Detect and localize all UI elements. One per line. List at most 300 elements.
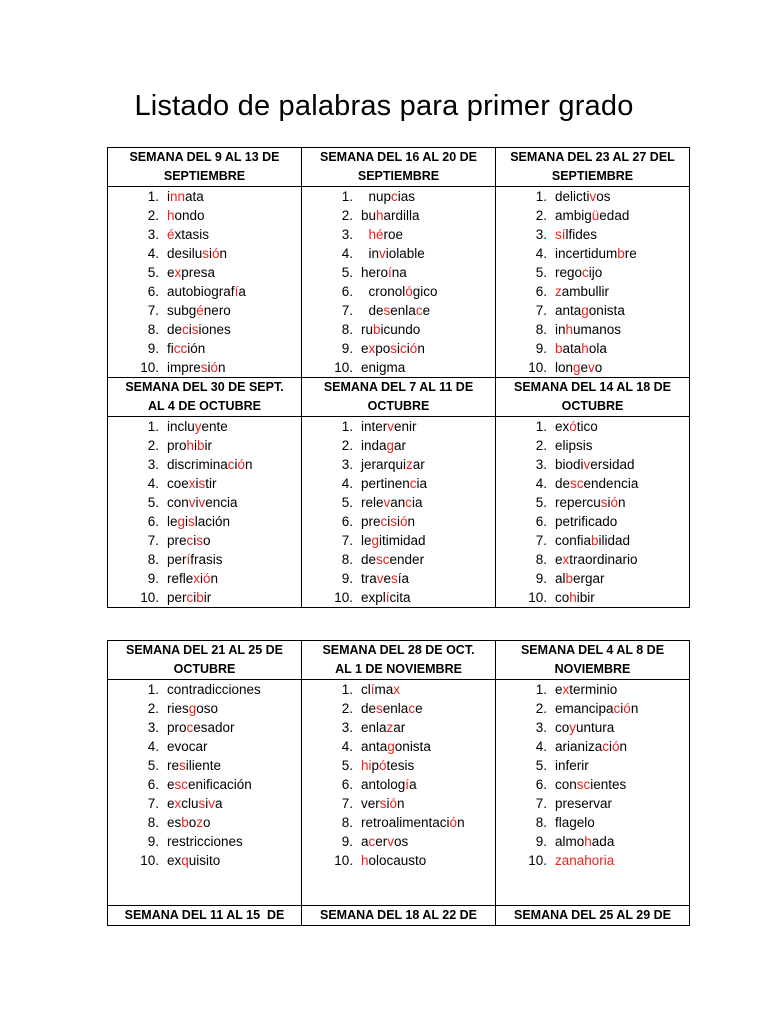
word-segment: ar [393, 720, 406, 735]
highlighted-letters: í [234, 284, 239, 299]
word [555, 265, 602, 280]
word-list [496, 187, 689, 377]
word-segment: ondo [174, 208, 205, 223]
word-list-item [108, 718, 301, 737]
word-segment: a [361, 834, 369, 849]
word-segment: ola [588, 341, 607, 356]
word-list-row [108, 187, 690, 378]
word-segment: n [219, 246, 228, 261]
word-number: 10. [140, 360, 159, 375]
highlighted-letters: s [376, 701, 383, 716]
word-number: 6. [341, 514, 353, 529]
word-segment: pertinen [361, 476, 410, 491]
word-list-cell [108, 680, 302, 906]
highlighted-letters: b [565, 571, 574, 586]
word-list-item [302, 455, 495, 474]
word-segment: antolog [361, 777, 406, 792]
highlighted-letters: ó [389, 796, 398, 811]
word-segment: iones [198, 322, 231, 337]
word-segment: n [218, 360, 226, 375]
word-list-item [108, 225, 301, 244]
word-segment: inter [361, 419, 388, 434]
week-header [496, 641, 690, 680]
word-segment: enificación [188, 777, 252, 792]
word-list-item [108, 320, 301, 339]
word-number: 2. [535, 701, 547, 716]
word-segment: ibir [576, 590, 595, 605]
week-header [302, 906, 496, 926]
word-list-item [496, 320, 689, 339]
week-header-line: SEMANA DEL 7 AL 11 DE [323, 380, 474, 394]
word-list-item [302, 775, 495, 794]
word-segment: i [607, 495, 611, 510]
word-number: 4. [341, 246, 353, 261]
highlighted-letters: ó [409, 341, 418, 356]
highlighted-letters: x [368, 341, 376, 356]
word-segment: a [215, 796, 223, 811]
word-number: 1. [341, 189, 353, 204]
word [361, 476, 427, 491]
word-segment: bu [361, 208, 377, 223]
word-number: 9. [341, 571, 353, 586]
highlighted-letters: é [376, 227, 384, 242]
word [167, 246, 227, 261]
word-list-item [496, 588, 689, 607]
word-list-item [302, 588, 495, 607]
word-segment: i [188, 322, 192, 337]
week-header [496, 148, 690, 187]
highlighted-letters: c [602, 739, 610, 754]
word-number: 7. [341, 303, 353, 318]
highlighted-letters: c [613, 701, 621, 716]
word-list-item [302, 569, 495, 588]
word-list-item [302, 851, 495, 870]
word [361, 739, 431, 754]
word-list-item [302, 493, 495, 512]
word-list [302, 680, 495, 870]
word-number: 9. [535, 341, 547, 356]
word [167, 796, 223, 811]
word-segment: ir [203, 590, 212, 605]
word-list-item [108, 206, 301, 225]
word-segment: oso [196, 701, 219, 716]
word-segment: encia [205, 495, 238, 510]
word-segment: terminio [569, 682, 618, 697]
word-segment: o [203, 815, 211, 830]
highlighted-letters: h [167, 208, 175, 223]
word [361, 590, 411, 605]
word-list [496, 417, 689, 607]
word-segment: pro [167, 720, 187, 735]
word-segment: impre [167, 360, 201, 375]
word-number: 10. [528, 853, 547, 868]
week-header-line: NOVIEMBRE [554, 662, 631, 676]
word-segment: n [417, 341, 425, 356]
word [361, 834, 408, 849]
word-segment: i [620, 701, 624, 716]
word-number: 3. [147, 227, 159, 242]
word [555, 834, 614, 849]
word-list-item [302, 187, 495, 206]
highlighted-letters: h [565, 322, 574, 337]
word-segment: i [200, 571, 204, 586]
word-number: 1. [147, 682, 159, 697]
word-segment: ijo [588, 265, 603, 280]
word-segment: ar [412, 457, 425, 472]
word-list-item [108, 187, 301, 206]
word-number: 8. [535, 815, 547, 830]
word-segment: de [361, 303, 384, 318]
highlighted-letters: ó [203, 571, 211, 586]
highlighted-letters: y [569, 720, 577, 735]
word [555, 419, 598, 434]
word [167, 777, 252, 792]
word-segment: tesis [386, 758, 415, 773]
highlighted-letters: v [376, 571, 384, 586]
word-number: 6. [341, 777, 353, 792]
word-segment: onista [588, 303, 625, 318]
word-segment: onista [394, 739, 431, 754]
word-number: 7. [147, 796, 159, 811]
word-segment: desilu [167, 246, 203, 261]
word [555, 701, 638, 716]
word-number: 9. [341, 834, 353, 849]
word-list-item [496, 775, 689, 794]
word-number: 3. [535, 457, 547, 472]
word-number: 9. [147, 341, 159, 356]
word-segment: e [361, 341, 369, 356]
highlighted-letters: c [186, 590, 194, 605]
word [167, 514, 230, 529]
word-segment: inda [361, 438, 387, 453]
word-list-item [496, 794, 689, 813]
word-list-item [108, 455, 301, 474]
word-segment: e [383, 571, 392, 586]
highlighted-letters: c [182, 322, 189, 337]
word-segment: pro [167, 438, 187, 453]
word-segment: e [167, 796, 175, 811]
highlighted-letters: s [390, 341, 398, 356]
highlighted-letters: h [186, 438, 195, 453]
word-list-item [496, 225, 689, 244]
word-segment: flagelo [555, 815, 595, 830]
word-segment: jerarqui [361, 457, 407, 472]
word-segment: i [406, 341, 410, 356]
highlighted-letters: v [387, 834, 395, 849]
word-number: 7. [147, 533, 159, 548]
word [167, 533, 211, 548]
week-header-line: SEMANA DEL 11 AL 15 DE [124, 908, 285, 922]
word-segment: ir [204, 438, 213, 453]
word-number: 5. [535, 495, 547, 510]
word-segment: e [580, 360, 589, 375]
word [361, 284, 438, 299]
word-list-item [302, 206, 495, 225]
word-segment: a [409, 777, 417, 792]
word-number: 8. [535, 552, 547, 567]
word [361, 533, 426, 548]
highlighted-letters: s [179, 758, 186, 773]
word-number: 7. [341, 796, 353, 811]
word-list-item [108, 282, 301, 301]
word-segment: itimidad [379, 533, 426, 548]
word-segment: ru [361, 322, 374, 337]
word-segment: ergar [573, 571, 605, 586]
word-number: 2. [535, 438, 547, 453]
word-segment: e [167, 265, 175, 280]
word-segment: ries [167, 701, 189, 716]
word-list-item [108, 550, 301, 569]
word-list-item [496, 339, 689, 358]
word-list-table [107, 147, 690, 608]
word-list-cell [302, 417, 496, 608]
word-segment: cronol [361, 284, 406, 299]
word [555, 246, 637, 261]
week-header [302, 641, 496, 680]
week-header-line: SEMANA DEL 25 AL 29 DE [514, 908, 671, 922]
word [167, 303, 231, 318]
word [361, 815, 465, 830]
word-segment: edad [599, 208, 630, 223]
word-list-item [496, 737, 689, 756]
word-segment: refle [167, 571, 194, 586]
word-segment: le [167, 514, 178, 529]
word [555, 303, 625, 318]
word-segment: con [167, 495, 189, 510]
word-list-item [108, 737, 301, 756]
word-number: 2. [147, 438, 159, 453]
week-header-line: SEPTIEMBRE [357, 169, 440, 183]
word-segment: ma [374, 682, 394, 697]
word-list-item [108, 358, 301, 377]
highlighted-letters: ó [612, 739, 620, 754]
word-segment: de [555, 476, 571, 491]
word [555, 739, 627, 754]
word-segment: o [594, 360, 603, 375]
word-segment: tir [205, 476, 217, 491]
word-number: 1. [341, 419, 353, 434]
highlighted-letters: v [208, 796, 216, 811]
word-segment: clu [181, 796, 199, 811]
word-segment: p [371, 758, 380, 773]
word-list-item [496, 436, 689, 455]
word [167, 739, 208, 754]
word-number: 2. [535, 208, 547, 223]
word [167, 495, 238, 510]
word-number: 3. [341, 720, 353, 735]
word-list [302, 187, 495, 377]
word-segment: evocar [167, 739, 208, 754]
word-number: 2. [147, 701, 159, 716]
word-number: 9. [147, 571, 159, 586]
word-number: 10. [528, 360, 547, 375]
word-list-item [108, 436, 301, 455]
word-segment: rele [361, 495, 384, 510]
week-header [108, 641, 302, 680]
word [555, 796, 612, 811]
word-segment: i [397, 341, 401, 356]
word-number: 4. [147, 476, 159, 491]
word-list-item [108, 832, 301, 851]
word-number: 7. [341, 533, 353, 548]
word-list-cell [302, 187, 496, 378]
word-number: 6. [147, 514, 159, 529]
word [167, 322, 231, 337]
highlighted-letters: s [196, 533, 204, 548]
word-segment: an [390, 495, 406, 510]
highlighted-letters: g [573, 360, 581, 375]
word-segment: n [630, 701, 639, 716]
word-list [496, 680, 689, 870]
word-segment: coe [167, 476, 189, 491]
word-list-item [496, 718, 689, 737]
word-segment: po [375, 341, 391, 356]
highlighted-letters: x [188, 476, 196, 491]
highlighted-letters: cc [173, 341, 188, 356]
word [167, 720, 235, 735]
word-segment: incertidum [555, 246, 618, 261]
word [361, 227, 403, 242]
word-segment: esador [193, 720, 235, 735]
word [167, 227, 209, 242]
word-segment: i [609, 739, 613, 754]
highlighted-letters: í [561, 227, 566, 242]
word-list-item [108, 699, 301, 718]
highlighted-letters: ó [237, 457, 246, 472]
word-segment: e [167, 777, 175, 792]
word-number: 1. [341, 682, 353, 697]
word-list-item [108, 263, 301, 282]
word-number: 10. [334, 590, 353, 605]
highlighted-letters: y [194, 419, 202, 434]
week-header-line: SEMANA DEL 21 AL 25 DE [126, 643, 283, 657]
word-segment: n [457, 815, 465, 830]
word-segment: icundo [380, 322, 421, 337]
word-list-item [108, 531, 301, 550]
word-segment: n [618, 495, 626, 510]
week-header-row [108, 641, 690, 680]
highlighted-letters: c [405, 495, 413, 510]
highlighted-letters: í [186, 552, 191, 567]
word [555, 457, 635, 472]
word-segment: emancipa [555, 701, 614, 716]
word [361, 208, 420, 223]
word-number: 1. [535, 189, 547, 204]
week-header [108, 906, 302, 926]
week-header [302, 378, 496, 417]
word-list-item [302, 550, 495, 569]
word-segment: enla [361, 720, 387, 735]
word-segment: preservar [555, 796, 613, 811]
word-list-item [302, 244, 495, 263]
highlighted-letters: h [361, 853, 369, 868]
week-header-line: SEMANA DEL 14 AL 18 DE [514, 380, 671, 394]
word [167, 682, 261, 697]
word-number: 1. [147, 189, 159, 204]
highlighted-letters: zanahoria [555, 853, 615, 868]
word-list [108, 187, 301, 377]
word-number: 8. [341, 815, 353, 830]
word-segment: restricciones [167, 834, 243, 849]
highlighted-letters: s [198, 476, 206, 491]
word-segment: n [407, 514, 416, 529]
word-segment: retroalimentaci [361, 815, 450, 830]
word-segment: n [619, 739, 628, 754]
word-list-item [302, 339, 495, 358]
word-segment: inferir [555, 758, 589, 773]
word-list-item [302, 263, 495, 282]
word-segment: anta [361, 739, 388, 754]
highlighted-letters: g [386, 438, 395, 453]
word [555, 853, 614, 868]
highlighted-letters: sc [174, 777, 189, 792]
word [361, 303, 430, 318]
word-list-item [302, 320, 495, 339]
word [361, 682, 400, 697]
word-segment: con [555, 777, 577, 792]
highlighted-letters: s [600, 495, 608, 510]
word-number: 5. [341, 758, 353, 773]
highlighted-letters: b [196, 590, 204, 605]
highlighted-letters: v [588, 360, 595, 375]
word [555, 590, 595, 605]
highlighted-letters: b [555, 341, 563, 356]
word-segment [361, 227, 369, 242]
week-header [496, 906, 690, 926]
word-segment: i [386, 796, 390, 811]
word-list-item [496, 550, 689, 569]
word-list-row [108, 680, 690, 906]
highlighted-letters: c [186, 720, 194, 735]
word-segment: e [555, 552, 563, 567]
word-number: 4. [147, 739, 159, 754]
word-number: 2. [341, 208, 353, 223]
word-list-item [496, 244, 689, 263]
word [361, 419, 417, 434]
highlighted-letters: b [197, 438, 205, 453]
word-segment: i [193, 533, 197, 548]
highlighted-letters: c [368, 834, 376, 849]
word-list-item [108, 244, 301, 263]
word-segment: expl [361, 590, 386, 605]
word-number: 5. [535, 758, 547, 773]
word-segment: ambullir [561, 284, 610, 299]
word-list-cell [108, 187, 302, 378]
word-list-item [302, 794, 495, 813]
week-header-line: SEMANA DEL 16 AL 20 DE [320, 150, 477, 164]
word-segment: e [415, 701, 423, 716]
word-segment: endencia [583, 476, 639, 491]
word-list-item [496, 358, 689, 377]
word-segment: pre [167, 533, 187, 548]
word-segment: xtasis [174, 227, 210, 242]
word-number: 8. [341, 552, 353, 567]
word-segment: n [210, 571, 219, 586]
word-list-item [302, 225, 495, 244]
word-segment: i [194, 438, 198, 453]
word [555, 476, 638, 491]
word-number: 1. [535, 682, 547, 697]
word-list-item [108, 493, 301, 512]
word-list [302, 417, 495, 607]
highlighted-letters: h [368, 227, 377, 242]
word-segment: arianiza [555, 739, 603, 754]
word [361, 322, 420, 337]
word-segment: ender [389, 552, 425, 567]
word-segment: o [576, 834, 585, 849]
week-header-row [108, 378, 690, 417]
word-segment: repercu [555, 495, 601, 510]
